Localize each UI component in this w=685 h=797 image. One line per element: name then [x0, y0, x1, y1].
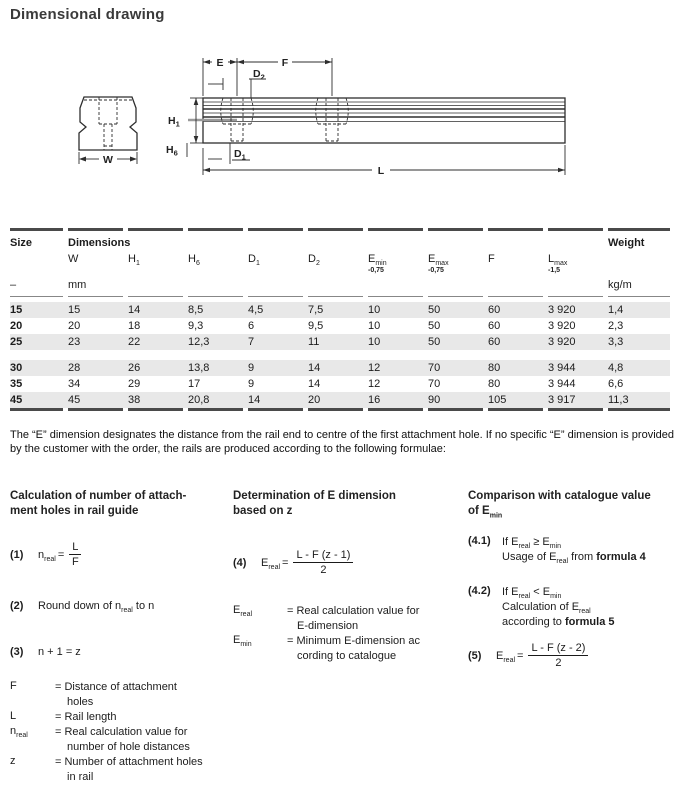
d2-label: $D_2$ — [253, 68, 265, 82]
table-cell: 8,5 — [188, 304, 204, 316]
table-cell: 60 — [488, 336, 501, 348]
tolerance-emin: -0,75 — [368, 267, 384, 274]
table-cell: 14 — [308, 362, 321, 374]
col-header-h6: $H_6$ — [188, 253, 200, 268]
definition-emin: $E_{min}$ = Minimum E-dimension ac cording to catalogue — [233, 634, 420, 662]
unit-mm: mm — [68, 279, 87, 291]
tolerance-lmax: -1,5 — [548, 267, 561, 274]
definition-ereal: $E_{real}$ = Real calculation value for E-dimension — [233, 604, 420, 632]
table-cell: 9,3 — [188, 320, 204, 332]
col-header-weight: Weight — [608, 237, 645, 249]
e-label: E — [216, 57, 224, 69]
section-heading: Comparison with catalogue value of $E_{min}$ — [468, 490, 651, 520]
table-cell: 28 — [68, 362, 81, 374]
col-header-f: F — [488, 253, 495, 265]
table-cell: 3 920 — [548, 320, 576, 332]
section-e-dimension — [233, 489, 460, 669]
table-cell: 90 — [428, 394, 441, 406]
table-cell: 14 — [308, 378, 321, 390]
table-cell: 6,6 — [608, 378, 624, 390]
tolerance-emax: -0,75 — [428, 267, 444, 274]
table-cell: 1,4 — [608, 304, 624, 316]
table-cell: 17 — [188, 378, 201, 390]
table-cell: 3 920 — [548, 336, 576, 348]
table-cell: 25 — [10, 336, 23, 348]
table-cell: 10 — [368, 320, 381, 332]
table-cell: 10 — [368, 304, 381, 316]
table-cell: 45 — [10, 394, 23, 406]
table-cell: 4,8 — [608, 362, 624, 374]
formula-2: (2) Round down of $n_{real}$ to n — [10, 600, 155, 615]
table-cell: 9 — [248, 362, 255, 374]
formula-4: (4) $E_{real}$ = $\frac{L - F (z - 1)}{2}$ — [233, 549, 460, 576]
table-cell: 45 — [68, 394, 81, 406]
table-cell: 50 — [428, 336, 441, 348]
dimensions-table — [10, 228, 670, 411]
table-cell: 12,3 — [188, 336, 210, 348]
table-cell: 14 — [248, 394, 261, 406]
table-cell: 26 — [128, 362, 141, 374]
table-cell: 2,3 — [608, 320, 624, 332]
col-header-size: Size — [10, 237, 33, 249]
col-header-emin: $E_{min}$ — [368, 253, 387, 268]
col-header-lmax: $L_{max}$ — [548, 253, 568, 268]
table-cell: 9,5 — [308, 320, 324, 332]
table-cell: 7,5 — [308, 304, 324, 316]
table-cell: 38 — [128, 394, 141, 406]
dimensional-drawing — [0, 46, 685, 196]
table-row — [10, 334, 670, 350]
unit-weight: kg/m — [608, 279, 632, 291]
table-cell: 12 — [368, 362, 381, 374]
table-cell: 20 — [68, 320, 81, 332]
e-dimension-paragraph: The “E” dimension designates the distance from the rail end to centre of the first attachment hole. If no specific “E” dimension is provided by the customer with the order, the rails are produced according to the following formulae: — [10, 429, 675, 455]
formula-3: (3) n + 1 = z — [10, 646, 81, 658]
legend-item-nreal: $n_{real}$ = Real calculation value for number of hole distances — [10, 725, 190, 753]
table-cell: 23 — [68, 336, 81, 348]
table-cell: 80 — [488, 362, 501, 374]
section-comparison — [468, 489, 675, 669]
table-cell: 4,5 — [248, 304, 264, 316]
table-cell: 34 — [68, 378, 81, 390]
h6-label: $H_6$ — [166, 144, 178, 158]
col-header-dimensions: Dimensions — [68, 237, 131, 249]
col-header-h1: $H_1$ — [128, 253, 140, 268]
unit-size: – — [10, 279, 17, 291]
col-header-d1: $D_1$ — [248, 253, 260, 268]
formula-1: (1) $n_{real}$ = $\frac{L}{F}$ — [10, 541, 225, 568]
table-cell: 18 — [128, 320, 141, 332]
table-cell: 10 — [368, 336, 381, 348]
table-cell: 15 — [10, 304, 23, 316]
table-cell: 50 — [428, 320, 441, 332]
table-cell: 13,8 — [188, 362, 210, 374]
table-bottom-rule — [10, 408, 670, 411]
table-cell: 3 944 — [548, 362, 576, 374]
legend-item-l: L = Rail length — [10, 710, 117, 723]
table-cell: 80 — [488, 378, 501, 390]
case-4-2: (4.2) If $E_{real} < E_{min}$ Calculation of $E_{real}$ according to formula 5 — [468, 585, 615, 628]
table-cell: 7 — [248, 336, 255, 348]
table-cell: 70 — [428, 362, 441, 374]
h1-label: $H_1$ — [168, 115, 180, 129]
table-cell: 20,8 — [188, 394, 210, 406]
w-label: W — [103, 154, 113, 166]
table-cell: 11,3 — [608, 394, 629, 406]
table-row — [10, 360, 670, 376]
table-row — [10, 302, 670, 318]
table-tolerance-row — [10, 266, 670, 278]
d1-label: $D_1$ — [234, 148, 246, 162]
attachment-hole — [316, 98, 349, 143]
table-cell: 35 — [10, 378, 23, 390]
section-heading: Calculation of number of attach- ment holes in rail guide — [10, 490, 187, 517]
table-cell: 15 — [68, 304, 81, 316]
table-cell: 3 944 — [548, 378, 576, 390]
table-row — [10, 318, 670, 334]
table-cell: 3,3 — [608, 336, 624, 348]
legend-item-z: z = Number of attachment holes in rail — [10, 755, 203, 783]
symbol-legend — [10, 680, 250, 785]
table-unit-row — [10, 278, 670, 296]
page-title: Dimensional drawing — [10, 6, 165, 23]
table-cell: 9 — [248, 378, 255, 390]
table-row — [10, 376, 670, 392]
table-cell: 60 — [488, 320, 501, 332]
table-cell: 30 — [10, 362, 23, 374]
formula-5: (5) $E_{real}$ = $\frac{L - F (z - 2)}{2}$ — [468, 642, 675, 669]
section-attachment-holes — [10, 489, 225, 669]
case-4-1: (4.1) If $E_{real} \ge E_{min}$ Usage of $E_{real}$ from formula 4 — [468, 535, 646, 566]
section-heading: Determination of E dimension based on z — [233, 490, 396, 517]
table-cell: 105 — [488, 394, 507, 406]
table-header-row-2 — [10, 250, 670, 266]
table-cell: 3 917 — [548, 394, 576, 406]
table-cell: 11 — [308, 336, 320, 348]
col-header-w: W — [68, 253, 79, 265]
table-cell: 14 — [128, 304, 141, 316]
f-label: F — [281, 57, 289, 69]
table-top-rule — [10, 228, 670, 231]
table-cell: 20 — [308, 394, 321, 406]
table-cell: 16 — [368, 394, 381, 406]
table-header-row-1 — [10, 231, 670, 250]
table-cell: 20 — [10, 320, 23, 332]
table-row — [10, 392, 670, 408]
table-cell: 29 — [128, 378, 141, 390]
table-cell: 50 — [428, 304, 441, 316]
table-cell: 12 — [368, 378, 381, 390]
table-header-rule — [10, 296, 670, 297]
table-cell: 60 — [488, 304, 501, 316]
formula-columns — [10, 489, 675, 669]
col-header-d2: $D_2$ — [308, 253, 320, 268]
col-header-emax: $E_{max}$ — [428, 253, 449, 268]
table-cell: 22 — [128, 336, 141, 348]
table-cell: 3 920 — [548, 304, 576, 316]
table-cell: 6 — [248, 320, 255, 332]
legend-item-f: F = Distance of attachment holes — [10, 680, 177, 708]
l-label: L — [377, 165, 385, 177]
table-cell: 70 — [428, 378, 441, 390]
